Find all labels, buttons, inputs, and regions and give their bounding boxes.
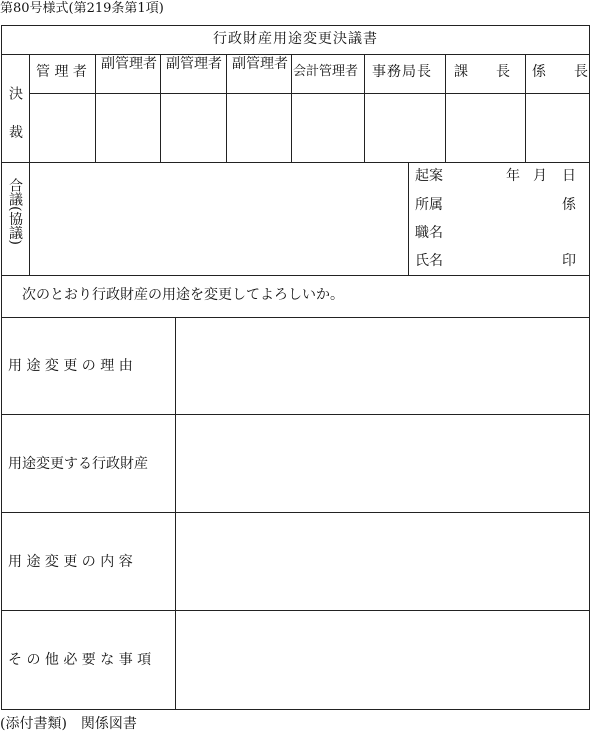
column-header-accounting-manager: 会計管理者 xyxy=(293,64,359,79)
name-label: 氏名 xyxy=(415,253,443,269)
decision-label: 決 裁 xyxy=(7,86,23,149)
statement-text: 次のとおり行政財産の用途を変更してよろしいか。 xyxy=(22,287,344,303)
department-suffix: 係 xyxy=(562,197,576,213)
column-header-manager: 管 理 者 xyxy=(36,64,87,80)
column-header-deputy-1: 副管理者 xyxy=(101,56,157,72)
item-value-content xyxy=(176,516,586,606)
item-value-other xyxy=(176,614,586,704)
draft-label: 起案 xyxy=(415,168,443,184)
column-header-section-chief: 課 長 xyxy=(454,64,510,80)
form-number: 第80号様式(第219条第1項) xyxy=(0,1,164,16)
column-header-deputy-2: 副管理者 xyxy=(166,56,222,72)
consultation-label: 合議(協議) xyxy=(7,178,23,245)
column-header-secretary-general: 事務局長 xyxy=(372,64,432,80)
item-label-reason: 用 途 変 更 の 理 由 xyxy=(8,358,133,374)
date-year-unit: 年 xyxy=(506,168,520,184)
item-value-reason xyxy=(176,320,586,410)
form-title: 行政財産用途変更決議書 xyxy=(213,31,378,47)
item-value-property xyxy=(176,418,586,508)
position-label: 職名 xyxy=(415,225,443,241)
department-label: 所属 xyxy=(415,197,443,213)
date-month-unit: 月 xyxy=(533,168,547,184)
item-label-content: 用 途 変 更 の 内 容 xyxy=(8,554,133,570)
column-header-deputy-3: 副管理者 xyxy=(232,56,288,72)
seal-mark: 印 xyxy=(562,253,576,269)
column-header-unit-chief: 係 長 xyxy=(532,64,588,80)
date-day-unit: 日 xyxy=(562,168,576,184)
item-label-other: そ の 他 必 要 な 事 項 xyxy=(8,652,152,668)
item-label-property: 用途変更する行政財産 xyxy=(8,456,148,472)
attachment-note: (添付書類) 関係図書 xyxy=(0,716,137,732)
